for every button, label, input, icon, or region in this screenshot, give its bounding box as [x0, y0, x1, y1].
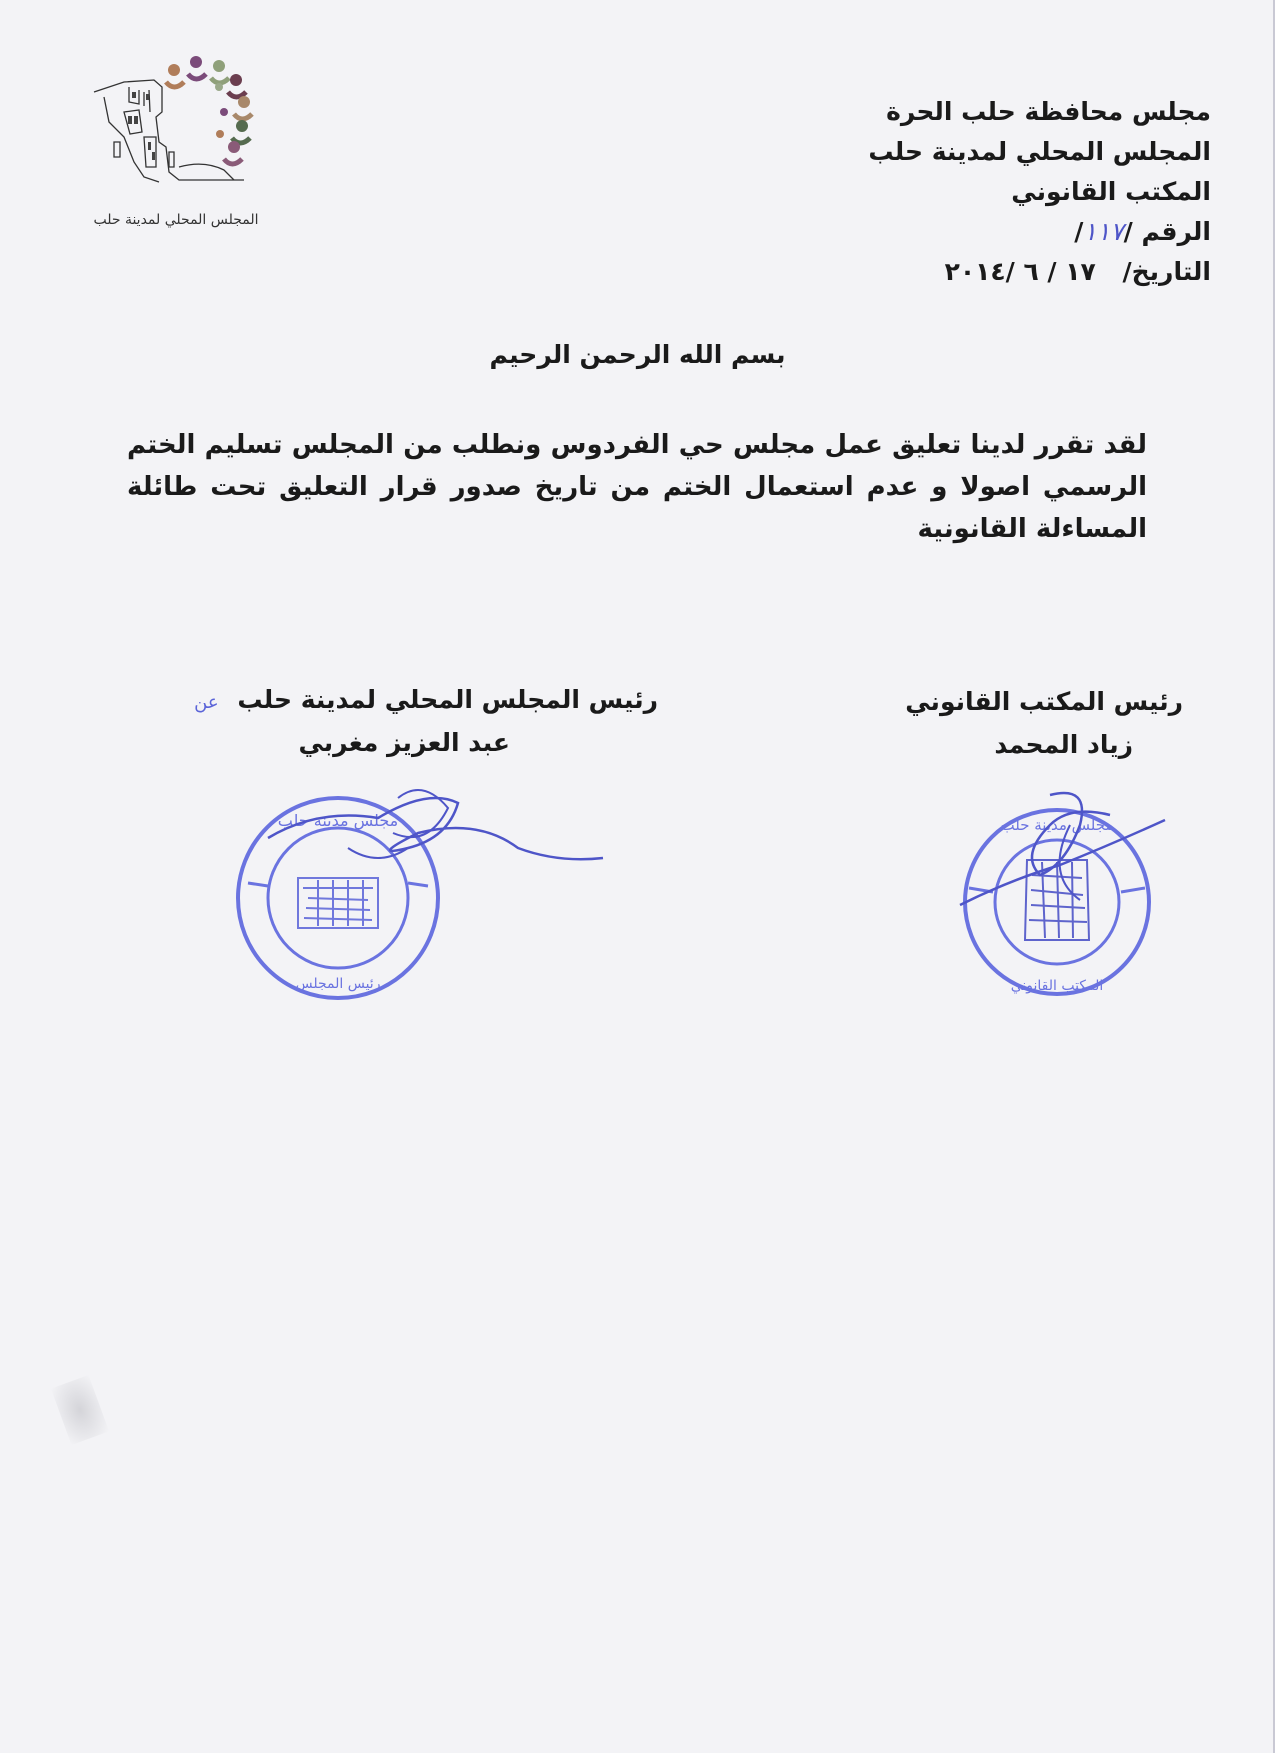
header-legal-office: المكتب القانوني	[1011, 177, 1211, 206]
date-value: ١٧ / ٦ /٢٠١٤	[944, 257, 1096, 286]
legal-office-head-title: رئيس المكتب القانوني	[905, 687, 1183, 716]
legal-office-signature	[950, 785, 1170, 915]
number-suffix: /	[1074, 217, 1084, 246]
number-label: الرقم /	[1123, 217, 1211, 246]
left-stamp-top-text: مجلس مدينة حلب	[277, 811, 399, 830]
right-stamp-top-text: مجلس مدينة حلب	[1000, 816, 1114, 834]
header-reference-number	[1074, 212, 1211, 252]
on-behalf-mark: عن	[194, 692, 219, 713]
council-head-name: عبد العزيز مغربي	[298, 728, 510, 757]
logo-caption: المجلس المحلي لمدينة حلب	[93, 212, 259, 228]
number-value: ١١٧	[1083, 217, 1124, 246]
date-label: التاريخ/	[1122, 257, 1211, 286]
decision-body: لقد تقرر لدينا تعليق عمل مجلس حي الفردوس ونطلب من المجلس تسليم الختم الرسمي اصولا و عدم استعمال الختم من تاريخ صدور قرار التعليق تحت طائلة المساءلة القانونية	[127, 430, 1147, 544]
basmala: بسم الله الرحمن الرحيم	[489, 340, 786, 369]
council-head-signature	[258, 778, 608, 888]
council-head-title-text: رئيس المجلس المحلي لمدينة حلب	[237, 685, 658, 714]
council-logo	[84, 42, 294, 237]
right-stamp-bottom-text: المكتب القانوني	[1010, 978, 1104, 994]
header-governorate: مجلس محافظة حلب الحرة	[886, 97, 1211, 126]
scan-smudge	[51, 1375, 109, 1445]
header-date	[945, 252, 1211, 292]
header-local-council: المجلس المحلي لمدينة حلب	[868, 137, 1211, 166]
council-head-title	[194, 685, 658, 714]
legal-office-head-name: زياد المحمد	[994, 730, 1133, 759]
left-stamp-bottom-text: رئيس المجلس	[295, 976, 381, 992]
